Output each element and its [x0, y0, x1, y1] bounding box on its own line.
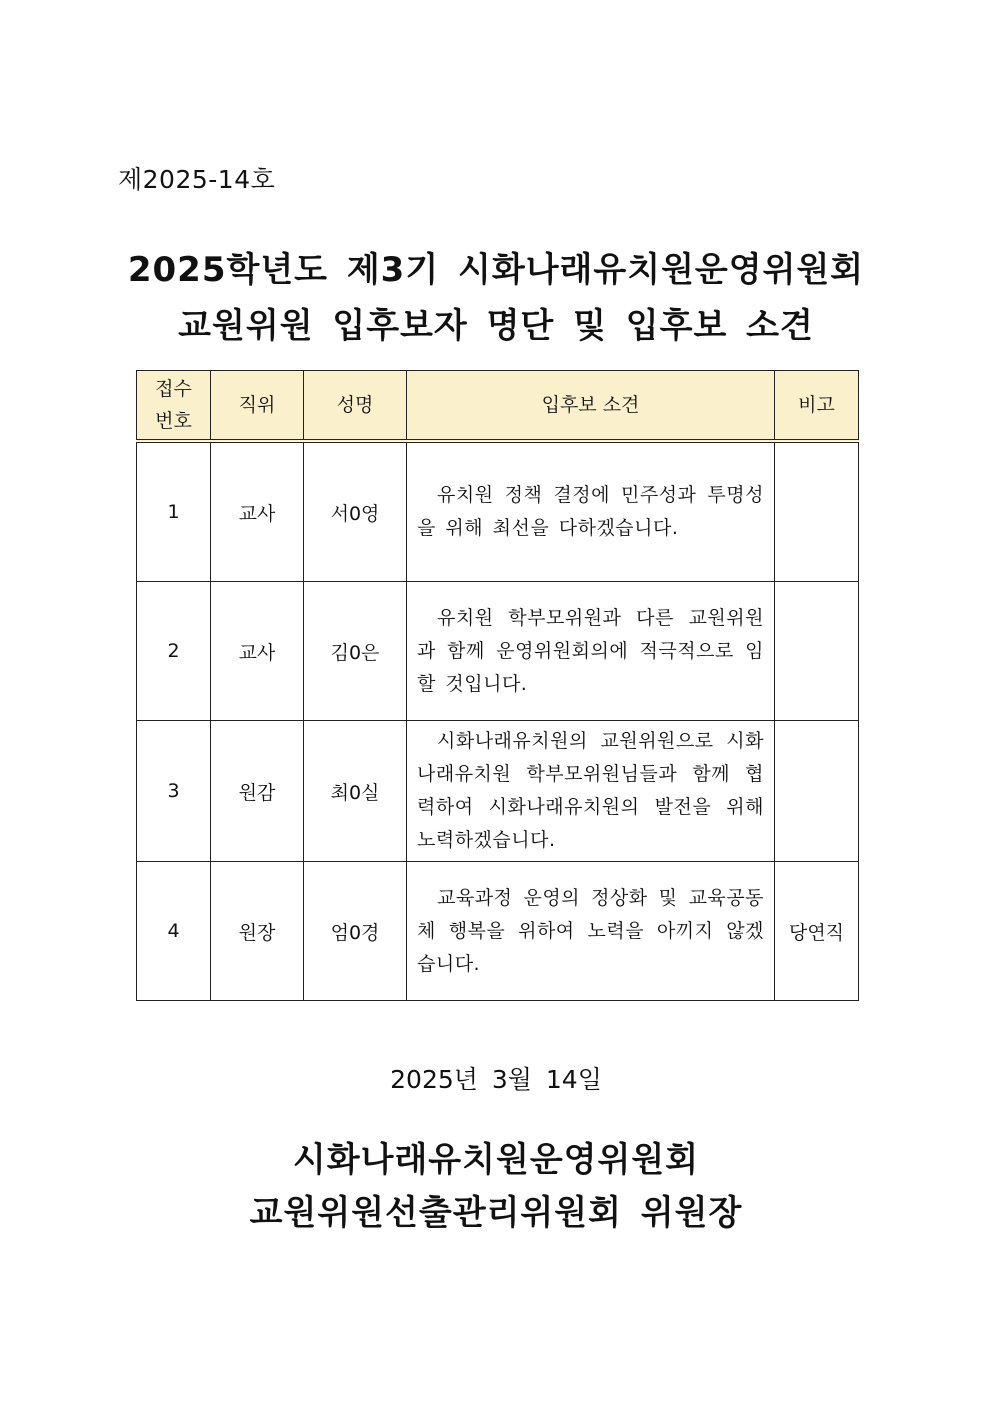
table-row [137, 582, 859, 721]
header-statement: 입후보 소견 [407, 371, 775, 442]
header-number: 접수 번호 [137, 371, 211, 442]
cell-name: 최0실 [304, 721, 407, 862]
cell-position: 원감 [211, 721, 304, 862]
document-number: 제2025-14호 [118, 165, 276, 194]
cell-note [775, 582, 859, 721]
header-position: 직위 [211, 371, 304, 442]
table-row [137, 721, 859, 862]
cell-statement: 유치원 학부모위원과 다른 교원위원과 함께 운영위원회의에 적극적으로 임할 것입니다. [407, 582, 775, 721]
document-date: 2025년 3월 14일 [390, 1065, 602, 1094]
document-title-line1: 2025학년도 제3기 시화나래유치원운영위원회 [127, 250, 865, 290]
cell-number: 2 [137, 582, 211, 721]
cell-name: 서0영 [304, 441, 407, 582]
cell-number: 3 [137, 721, 211, 862]
issuer-organization: 시화나래유치원운영위원회 [292, 1140, 700, 1180]
cell-position: 원장 [211, 862, 304, 1001]
cell-note: 당연직 [775, 862, 859, 1001]
cell-number: 1 [137, 441, 211, 582]
table-header-row [137, 371, 859, 442]
issuer-title: 교원위원선출관리위원회 위원장 [249, 1193, 743, 1233]
table-row [137, 862, 859, 1001]
cell-name: 김0은 [304, 582, 407, 721]
cell-name: 엄0경 [304, 862, 407, 1001]
cell-position: 교사 [211, 582, 304, 721]
cell-position: 교사 [211, 441, 304, 582]
cell-statement: 시화나래유치원의 교원위원으로 시화나래유치원 학부모위원님들과 함께 협력하여 시화나래유치원의 발전을 위해 노력하겠습니다. [407, 721, 775, 862]
header-note: 비고 [775, 371, 859, 442]
candidate-table [136, 370, 859, 1001]
cell-note [775, 441, 859, 582]
document-title-line2: 교원위원 입후보자 명단 및 입후보 소견 [178, 306, 814, 346]
header-name: 성명 [304, 371, 407, 442]
cell-statement: 교육과정 운영의 정상화 및 교육공동체 행복을 위하여 노력을 아끼지 않겠습니다. [407, 862, 775, 1001]
cell-note [775, 721, 859, 862]
cell-number: 4 [137, 862, 211, 1001]
cell-statement: 유치원 정책 결정에 민주성과 투명성을 위해 최선을 다하겠습니다. [407, 441, 775, 582]
table-row [137, 441, 859, 582]
